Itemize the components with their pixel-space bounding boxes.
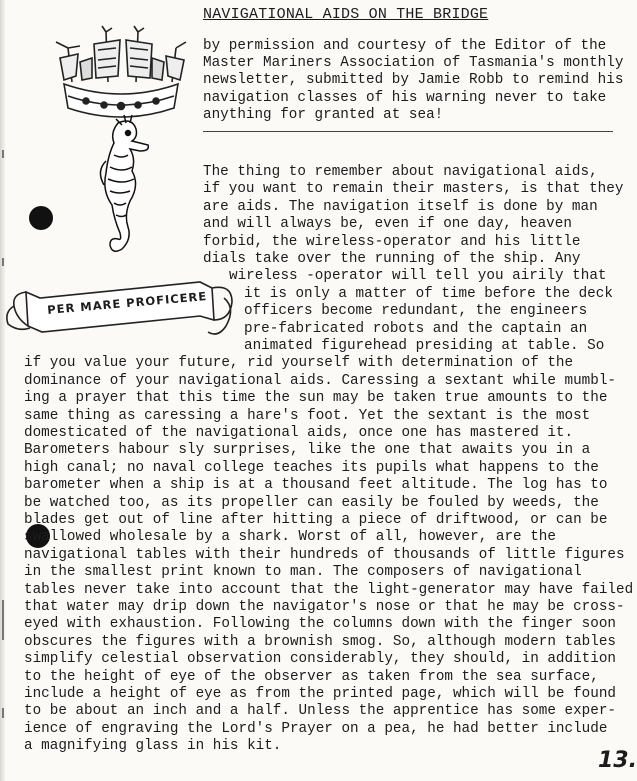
intro-line: newsletter, submitted by Jamie Robb to remind his bbox=[203, 72, 624, 89]
body-line: barometer when a ship is at a thousand feet altitude. The log has to bbox=[24, 477, 608, 494]
intro-paragraph bbox=[203, 38, 624, 124]
body-line: be watched too, as its propeller can easily be fouled by weeds, the bbox=[24, 494, 599, 511]
body-line: it is only a matter of time before the deck bbox=[244, 285, 613, 302]
body-line: in the smallest print known to man. The composers of navigational bbox=[24, 564, 582, 581]
body-line: Barometers habour sly surprises, like the one that awaits you in a bbox=[24, 442, 591, 459]
body-line: ing a prayer that this time the sun may be taken true amounts to the bbox=[24, 390, 608, 407]
body-line: to be about an inch and a half. Unless the apprentice has some exper- bbox=[24, 703, 616, 720]
naval-crown-icon bbox=[46, 18, 196, 118]
body-line: are aids. The navigation itself is done by man bbox=[203, 198, 598, 215]
margin-mark bbox=[2, 150, 4, 158]
margin-mark bbox=[2, 258, 4, 266]
body-line: officers become redundant, the engineers bbox=[244, 303, 588, 320]
body-line: wireless -operator will tell you airily that bbox=[229, 268, 607, 285]
body-line: same thing as caressing a hare's foot. Yet the sextant is the most bbox=[24, 407, 591, 424]
body-line: dominance of your navigational aids. Caressing a sextant while mumbl- bbox=[24, 372, 616, 389]
body-line: include a height of eye as from the printed page, which will be found bbox=[24, 686, 616, 702]
page-edge bbox=[0, 0, 6, 781]
margin-mark bbox=[2, 600, 4, 640]
body-line: animated figurehead presiding at table. So bbox=[244, 338, 605, 354]
body-line: pre-fabricated robots and the captain an bbox=[244, 320, 588, 337]
body-line: obscures the figures with a brownish smog. So, although modern tables bbox=[24, 633, 616, 650]
body-line: navigational tables with their hundreds of thousands of little figures bbox=[24, 546, 625, 563]
body-line: domesticated of the navigational aids, once one has mastered it. bbox=[24, 425, 574, 441]
divider bbox=[203, 131, 613, 132]
seahorse-icon bbox=[88, 115, 158, 265]
body-line: blades get out of line after hitting a piece of driftwood, or can be bbox=[24, 512, 608, 528]
body-line: and will always be, even if one day, heaven bbox=[203, 216, 572, 233]
intro-line: navigation classes of his warning never to take bbox=[203, 89, 607, 106]
article-title: NAVIGATIONAL AIDS ON THE BRIDGE bbox=[203, 6, 489, 23]
body-line: eyed with exhaustion. Following the columns down with the finger soon bbox=[24, 616, 616, 633]
body-line: forbid, the wireless-operator and his little bbox=[203, 233, 581, 250]
body-line: if you want to remain their masters, is that they bbox=[203, 181, 624, 198]
page-number: 13. bbox=[598, 748, 637, 773]
body-line: high canal; no naval college teaches its pupils what happens to the bbox=[24, 459, 599, 476]
body-line: that water may drip down the navigator's nose or that he may be cross- bbox=[24, 599, 625, 615]
body-line: simplify celestial observation considerably, they should, in addition bbox=[24, 651, 616, 668]
body-line: tables never take into account that the light-generator may have failed bbox=[24, 581, 634, 598]
intro-line: by permission and courtesy of the Editor of the bbox=[203, 38, 607, 54]
body-line: dials take over the running of the ship. Any bbox=[203, 251, 581, 267]
body-line: ience of engraving the Lord's Prayer on a pea, he had better include bbox=[24, 720, 608, 737]
intro-line: Master Mariners Association of Tasmania's monthly bbox=[203, 55, 624, 72]
punch-hole bbox=[29, 206, 53, 230]
body-line: if you value your future, rid yourself with determination of the bbox=[24, 355, 574, 372]
motto-text: PER MARE PROFICERE bbox=[46, 289, 208, 317]
body-line: The thing to remember about navigational aids, bbox=[203, 164, 598, 180]
intro-line: anything for granted at sea! bbox=[203, 106, 444, 123]
margin-mark bbox=[2, 708, 4, 718]
body-line: a magnifying glass in his kit. bbox=[24, 738, 282, 755]
body-line: swallowed wholesale by a shark. Worst of all, however, are the bbox=[24, 529, 556, 546]
body-line: to the height of eye of the observer as taken from the sea surface, bbox=[24, 668, 599, 685]
